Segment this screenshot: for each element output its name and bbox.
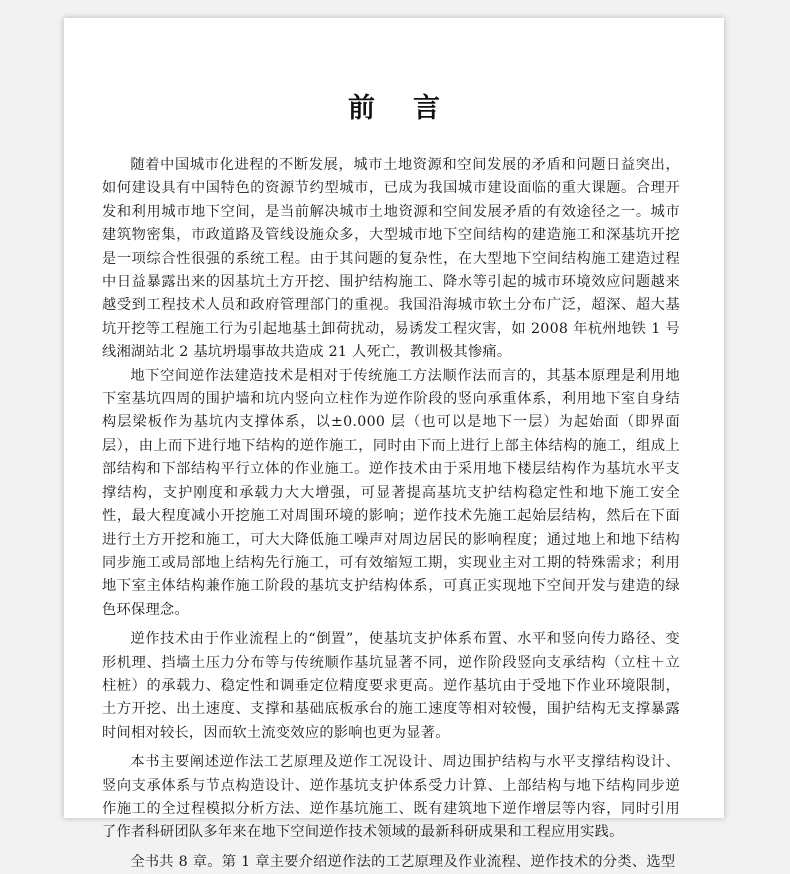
- document-page: [64, 18, 724, 870]
- paragraph-2: 地下空间逆作法建造技术是相对于传统施工方法顺作法而言的，其基本原理是利用地下室基坑四周的围护墙和坑内竖向立柱作为逆作阶段的竖向承重体系，利用地下室自身结构层梁板作为基坑内支撑体系，以±0.000 层（也可以是地下一层）为起始面（即界面层），由上而下进行地下结构的逆作施工，同时由下而上进行上部主体结构的施工，组成上部结构和下部结构平行立体的作业施工。逆作技术由于采用地下楼层结构作为基坑水平支撑结构，支护刚度和承载力大大增强，可显著提高基坑支护结构稳定性和地下施工安全性，最大程度减小开挖施工对周围环境的影响；逆作技术先施工起始层结构，然后在下面进行土方开挖和施工，可大大降低施工噪声对周边居民的影响程度；通过地上和地下结构同步施工或局部地上结构先行施工，可有效缩短工期，实现业主对工期的特殊需求；利用地下室主体结构兼作施工阶段的基坑支护结构体系，可真正实现地下空间开发与建造的绿色环保理念。: [102, 367, 680, 618]
- paragraph-1: 随着中国城市化进程的不断发展，城市土地资源和空间发展的矛盾和问题日益突出，如何建设具有中国特色的资源节约型城市，已成为我国城市建设面临的重大课题。合理开发和利用城市地下空间，是当前解决城市土地资源和空间发展矛盾的有效途径之一。城市建筑物密集，市政道路及管线设施众多，大型城市地下空间结构的建造施工和深基坑开挖是一项综合性很强的系统工程。由于其问题的复杂性，在大型地下空间结构施工建造过程中日益暴露出来的因基坑土方开挖、围护结构施工、降水等引起的城市环境效应问题越来越受到工程技术人员和政府管理部门的重视。我国沿海城市软土分布广泛，超深、超大基坑开挖等工程施工行为引起地基土卸荷扰动，易诱发工程灾害，如 2008 年杭州地铁 1 号线湘湖站北 2 基坑坍塌事故共造成 21 人死亡，教训极其惨痛。: [102, 157, 680, 361]
- page-title: [64, 86, 724, 125]
- title-char-2: 言: [413, 93, 440, 124]
- preface-body: [102, 154, 680, 874]
- paragraph-3: 逆作技术由于作业流程上的“倒置”，使基坑支护体系布置、水平和竖向传力路径、变形机理、挡墙土压力分布等与传统顺作基坑显著不同，逆作阶段竖向支承结构（立柱＋立柱桩）的承载力、稳定性和调垂定位精度要求更高。逆作基坑由于受地下作业环境限制，土方开挖、出土速度、支撑和基础底板承台的施工速度等相对较慢，围护结构无支撑暴露时间相对较长，因而软土流变效应的影响也更为显著。: [102, 631, 680, 741]
- paragraph-4: 本书主要阐述逆作法工艺原理及逆作工况设计、周边围护结构与水平支撑结构设计、竖向支承体系与节点构造设计、逆作基坑支护体系受力计算、上部结构与地下结构同步逆作施工的全过程模拟分析方法、逆作基坑施工、既有建筑地下逆作增层等内容，同时引用了作者科研团队多年来在地下空间逆作技术领域的最新科研成果和工程应用实践。: [102, 754, 680, 841]
- title-char-1: 前: [348, 93, 375, 124]
- paragraph-5: 全书共 8 章。第 1 章主要介绍逆作法的工艺原理及作业流程、逆作技术的分类、选型: [130, 853, 676, 870]
